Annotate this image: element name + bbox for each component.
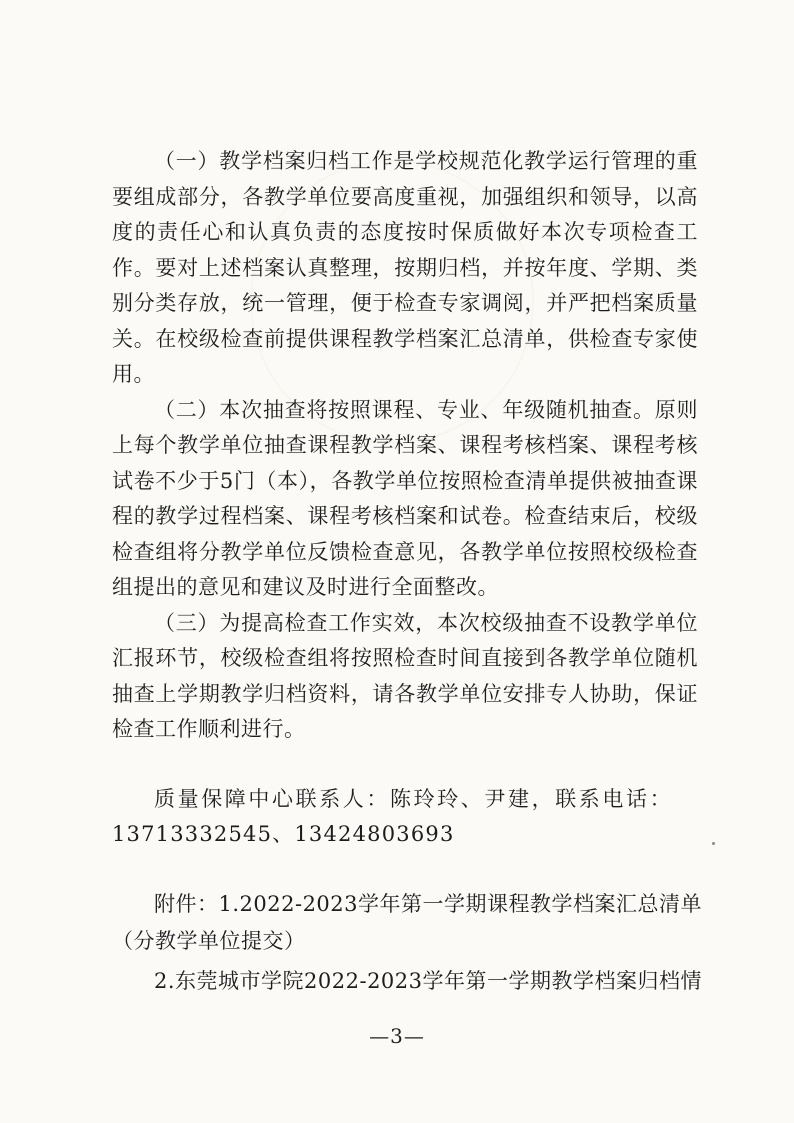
contact-phones: 13713332545、13424803693	[112, 822, 455, 846]
paragraph-1: （一）教学档案归档工作是学校规范化教学运行管理的重要组成部分，各教学单位要高度重视，加强组织和领导，以高度的责任心和认真负责的态度按时保质做好本次专项检查工作。要对上述档案认真整理，按期归档，并按年度、学期、类别分类存放，统一管理，便于检查专家调阅，并严把档案质量关。在校级检查前提供课程教学档案汇总清单，供检查专家使用。	[112, 149, 698, 386]
attachment-1-note: （分教学单位提交）	[112, 929, 306, 953]
body-text	[112, 144, 703, 999]
page-number: —3—	[369, 1024, 425, 1048]
paragraph-3: （三）为提高检查工作实效，本次校级抽查不设教学单位汇报环节，校级检查组将按照检查时间直接到各教学单位随机抽查上学期教学归档资料，请各教学单位安排专人协助，保证检查工作顺利进行。	[112, 610, 698, 741]
contact-persons: 质量保障中心联系人：陈玲玲、尹建，联系电话：	[154, 786, 674, 811]
attachment-1: 附件：1.2022-2023学年第一学期课程教学档案汇总清单	[154, 891, 703, 916]
paragraph-2: （二）本次抽查将按照课程、专业、年级随机抽查。原则上每个教学单位抽查课程教学档案、课程考核档案、课程考核试卷不少于5门（本），各教学单位按照检查清单提供被抽查课程的教学过程档案、课程考核档案和试卷。检查结束后，校级检查组将分教学单位反馈检查意见，各教学单位按照校级检查组提出的意见和建议及时进行全面整改。	[112, 397, 698, 599]
attachment-2: 2.东莞城市学院2022-2023学年第一学期教学档案归档情	[154, 968, 703, 993]
attachments	[112, 887, 703, 1000]
scan-speck	[712, 842, 715, 845]
contact-info	[112, 782, 698, 853]
